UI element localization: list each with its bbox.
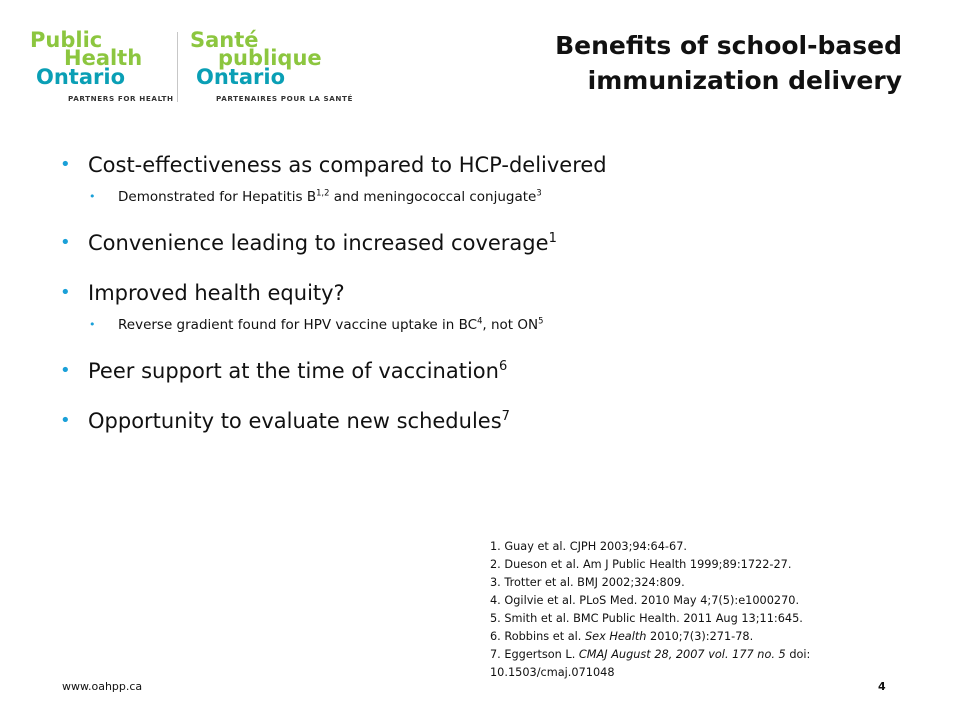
citation-superscript: 1 bbox=[548, 231, 557, 246]
sub-bullet-text: Demonstrated for Hepatitis B bbox=[118, 189, 317, 205]
reference-text: 6. Robbins et al. bbox=[490, 630, 585, 643]
reference-item: 2. Dueson et al. Am J Public Health 1999;89:1722-27. bbox=[490, 558, 792, 571]
logo-word-public: Public bbox=[30, 28, 103, 52]
bullet-list bbox=[60, 150, 920, 436]
reference-text: 7. Eggertson L. bbox=[490, 648, 579, 661]
footer-website-url[interactable]: www.oahpp.ca bbox=[62, 680, 143, 693]
bullet-text: Peer support at the time of vaccination bbox=[88, 359, 499, 383]
citation-superscript: 4 bbox=[477, 315, 483, 326]
sub-bullet-hepatitis bbox=[60, 186, 920, 208]
reference-item: 1. Guay et al. CJPH 2003;94:64-67. bbox=[490, 540, 687, 553]
logo-divider bbox=[177, 32, 178, 102]
reference-item: 5. Smith et al. BMC Public Health. 2011 Aug 13;11:645. bbox=[490, 612, 803, 625]
bullet-text: Cost-effectiveness as compared to HCP-delivered bbox=[88, 153, 607, 177]
bullet-cost-effectiveness bbox=[60, 150, 920, 180]
reference-item bbox=[490, 628, 890, 646]
bullet-new-schedules bbox=[60, 406, 920, 436]
references-list bbox=[490, 538, 890, 682]
reference-item bbox=[490, 646, 890, 664]
reference-item: 3. Trotter et al. BMJ 2002;324:809. bbox=[490, 576, 685, 589]
bullet-health-equity bbox=[60, 278, 920, 308]
citation-superscript: 5 bbox=[538, 315, 544, 326]
logo-tagline-en: PARTNERS FOR HEALTH bbox=[68, 94, 174, 103]
bullet-dot: • bbox=[60, 410, 71, 431]
bullet-dot: • bbox=[60, 232, 71, 253]
bullet-convenience bbox=[60, 228, 920, 258]
slide-title bbox=[555, 28, 902, 98]
reference-item: 10.1503/cmaj.071048 bbox=[490, 666, 615, 679]
slide-title-line-2: immunization delivery bbox=[587, 66, 902, 95]
citation-superscript: 6 bbox=[498, 359, 508, 374]
sub-bullet-text: Reverse gradient found for HPV vaccine uptake in BC bbox=[118, 317, 478, 333]
page-number: 4 bbox=[878, 680, 886, 693]
public-health-ontario-logo bbox=[30, 26, 354, 106]
logo-word-publique: publique bbox=[218, 46, 322, 70]
sub-bullet-text: and meningococcal conjugate bbox=[329, 189, 537, 205]
bullet-dot: • bbox=[60, 154, 71, 175]
citation-superscript: 3 bbox=[536, 187, 542, 198]
citation-superscript: 1,2 bbox=[316, 187, 330, 198]
reference-journal: Sex Health bbox=[584, 630, 647, 643]
citation-superscript: 7 bbox=[501, 409, 510, 424]
logo-word-ontario: Ontario bbox=[36, 65, 125, 89]
bullet-dot: • bbox=[60, 360, 71, 381]
slide-title-line-1: Benefits of school-based bbox=[555, 31, 902, 60]
bullet-text: Convenience leading to increased coverage bbox=[88, 231, 549, 255]
logo-word-ontario-fr: Ontario bbox=[196, 65, 285, 89]
reference-text: 2010;7(3):271-78. bbox=[646, 630, 754, 643]
reference-text: doi: bbox=[785, 648, 811, 661]
bullet-text: Improved health equity? bbox=[88, 281, 345, 305]
sub-bullet-text: , not ON bbox=[482, 317, 539, 333]
bullet-text: Opportunity to evaluate new schedules bbox=[88, 409, 502, 433]
logo-word-sante: Santé bbox=[190, 28, 259, 52]
logo-tagline-fr: PARTENAIRES POUR LA SANTÉ bbox=[216, 94, 354, 103]
sub-bullet-dot: • bbox=[89, 318, 96, 331]
sub-bullet-dot: • bbox=[89, 190, 96, 203]
reference-item: 4. Ogilvie et al. PLoS Med. 2010 May 4;7(5):e1000270. bbox=[490, 594, 800, 607]
sub-bullet-hpv bbox=[60, 314, 920, 336]
reference-journal: CMAJ August 28, 2007 vol. 177 no. 5 bbox=[578, 648, 786, 661]
logo-word-health: Health bbox=[64, 46, 143, 70]
bullet-peer-support bbox=[60, 356, 920, 386]
bullet-dot: • bbox=[60, 282, 71, 303]
